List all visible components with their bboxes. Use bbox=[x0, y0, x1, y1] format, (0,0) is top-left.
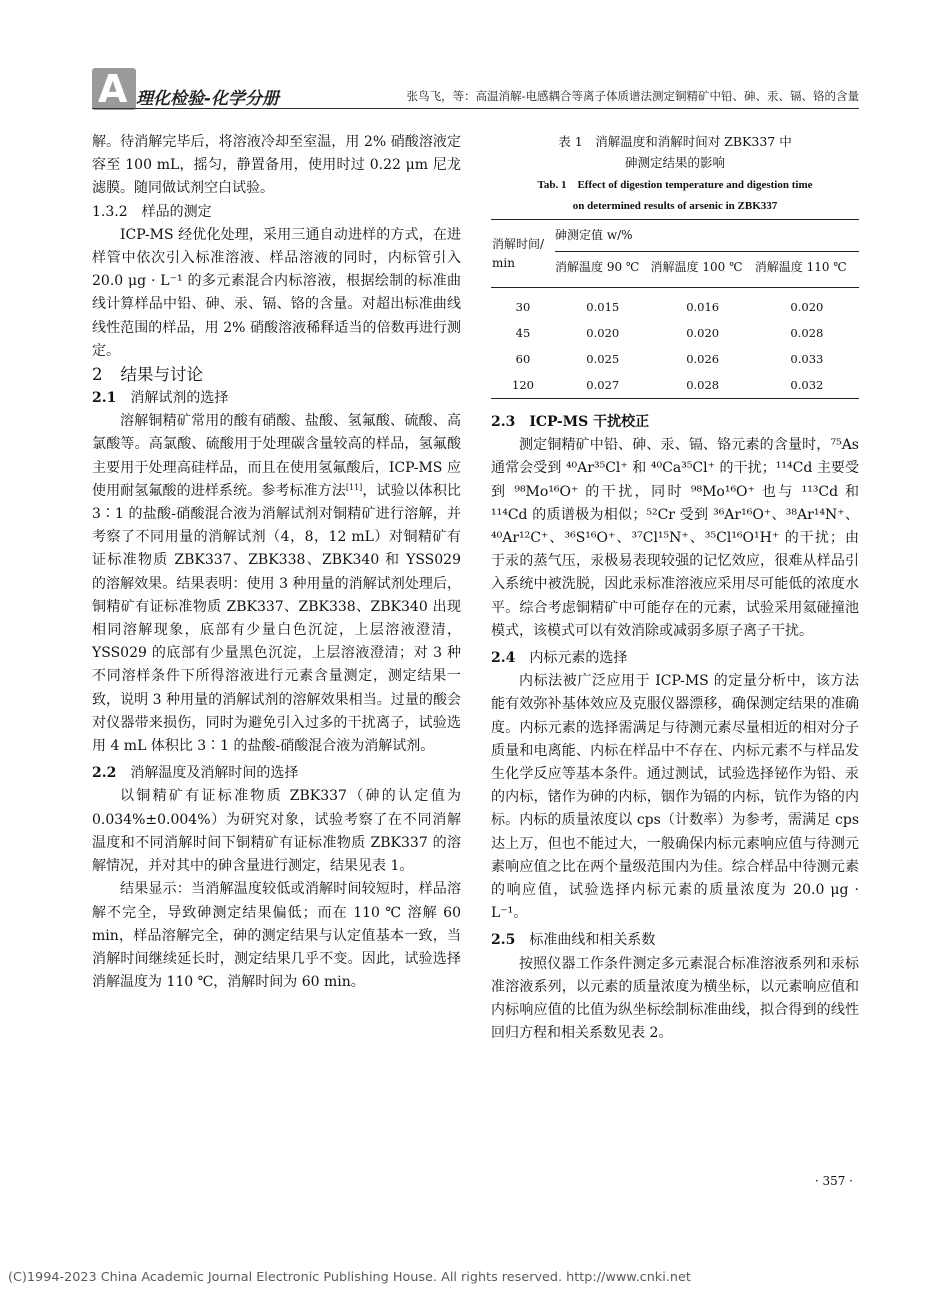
paragraph-2-1: 溶解铜精矿常用的酸有硝酸、盐酸、氢氟酸、硫酸、高氯酸等。高氯酸、硫酸用于处理碳含量较高的样品，氢氟酸主要用于处理高硅样品，而且在使用氢氟酸后，ICP-MS 应使用耐氢氟酸的进样系统。参考标准方法[11]，试验以体积比 3∶1 的盐酸-硝酸混合液为消解试剂对铜精矿进行溶解，并考察了不同用量的消解试剂（4，8，12 mL）对铜精矿有证标准物质 ZBK337、ZBK338、ZBK340 和 YSS029 的溶解效果。结果表明：使用 3 种用量的消解试剂处理后，铜精矿有证标准物质 ZBK337、ZBK338、ZBK340 出现相同溶解现象，底部有少量白色沉淀，上层溶液澄清，YSS029 的底部有少量黑色沉淀，上层溶液澄清；对 3 种不同溶样条件下所得溶液进行元素含量测定，测定结果一致，说明 3 种用量的消解试剂的溶解效果相当。过量的酸会对仪器带来损伤，同时为避免引入过多的干扰离子，试验选用 4 mL 体积比 3∶1 的盐酸-硝酸混合液为消解试剂。 bbox=[92, 413, 462, 755]
table-row: 30 0.015 0.016 0.020 bbox=[515, 300, 824, 314]
table-row: 120 0.027 0.028 0.032 bbox=[491, 372, 859, 399]
header-temp-90: 消解温度 90 ℃ bbox=[555, 252, 651, 288]
heading-2-3: 2.3 ICP-MS 干扰校正 bbox=[491, 414, 650, 430]
table-caption-cn: 表 1 消解温度和消解时间对 ZBK337 中 砷测定结果的影响 bbox=[558, 134, 792, 170]
table-caption-en: Tab. 1 Effect of digestion temperature and digestion time on determined results of arsenic in ZBK337 bbox=[537, 179, 813, 212]
paragraph-2-4: 内标法被广泛应用于 ICP-MS 的定量分析中，该方法能有效弥补基体效应及克服仪器漂移，确保测定结果的准确度。内标元素的选择需满足与待测元素尽量相近的相对分子质量和电离能、内标在样品中不存在、内标元素不与样品发生化学反应等基本条件。通过测试，试验选择铋作为铅、汞的内标，锗作为砷的内标，铟作为镉的内标，钪作为铬的内标。内标的质量浓度以 cps（计数率）为参考，需满足 cps 达上万，但也不能过大，一般确保内标元素响应值与待测元素响应值之比在两个量级范围内为佳。综合样品中待测元素的响应值，试验选择内标元素的质量浓度为 20.0 μg · L⁻¹。 bbox=[491, 673, 859, 922]
paragraph-2-3: 测定铜精矿中铅、砷、汞、镉、铬元素的含量时，⁷⁵As 通常会受到 ⁴⁰Ar³⁵Cl⁺ 和 ⁴⁰Ca³⁵Cl⁺ 的干扰；¹¹⁴Cd 主要受到 ⁹⁸Mo¹⁶O⁺ 的干扰，同时 ⁹⁸Mo¹⁶O⁺ 也与 ¹¹³Cd 和 ¹¹⁴Cd 的质谱极为相似；⁵²Cr 受到 ³⁶Ar¹⁶O⁺、³⁸Ar¹⁴N⁺、⁴⁰Ar¹²C⁺、³⁶S¹⁶O⁺、³⁷Cl¹⁵N⁺、³⁵Cl¹⁶O¹H⁺ 的干扰；由于汞的蒸气压，汞极易表现较强的记忆效应，很难从样品引入系统中被洗脱，因此汞标准溶液应采用尽可能低的浓度水平。综合考虑铜精矿中可能存在的元素，试验采用氦碰撞池模式，该模式可以有效消除或减弱多原子离子干扰。 bbox=[491, 437, 859, 639]
heading-2-2: 2.2 消解温度及消解时间的选择 bbox=[92, 765, 299, 782]
header-time: 消解时间/ min bbox=[491, 220, 555, 288]
paragraph-2-2-b: 结果显示：当消解温度较低或消解时间较短时，样品溶解不完全，导致砷测定结果偏低；而在 110 ℃ 溶解 60 min，样品溶解完全，砷的测定结果与认定值基本一致，当消解时间继续延长时，测定结果几乎不变。因此，试验选择消解温度为 110 ℃，消解时间为 60 min。 bbox=[92, 881, 461, 991]
citation-ref: [11] bbox=[345, 482, 363, 492]
table-row: 60 0.025 0.026 0.033 bbox=[515, 352, 824, 366]
heading-section-2: 2 结果与讨论 bbox=[92, 365, 203, 385]
header-group: 砷测定值 w/% bbox=[555, 220, 859, 252]
paragraph-2-2-a: 以铜精矿有证标准物质 ZBK337（砷的认定值为 0.034%±0.004%）为研究对象，试验考察了在不同消解温度和不同消解时间下铜精矿有证标准物质 ZBK337 的溶解情况，并对其中的砷含量进行测定，结果见表 1。 bbox=[92, 788, 461, 875]
left-column bbox=[92, 131, 461, 994]
header-temp-100: 消解温度 100 ℃ bbox=[651, 252, 755, 288]
heading-2-1: 2.1 消解试剂的选择 bbox=[92, 390, 229, 407]
heading-2-5: 2.5 标准曲线和相关系数 bbox=[491, 932, 656, 949]
heading-1-3-2: 1.3.2 样品的测定 bbox=[92, 203, 212, 220]
table-row: 45 0.020 0.020 0.028 bbox=[515, 326, 824, 340]
table-1 bbox=[491, 219, 859, 399]
right-column bbox=[491, 131, 859, 1045]
paragraph-intro: 解。待消解完毕后，将溶液冷却至室温，用 2% 硝酸溶液定容至 100 mL，摇匀，静置备用，使用时过 0.22 μm 尼龙滤膜。随同做试剂空白试验。 bbox=[92, 134, 461, 197]
paragraph-1-3-2: ICP-MS 经优化处理，采用三通自动进样的方式，在进样管中依次引入标准溶液、样品溶液的同时，内标管引入 20.0 μg · L⁻¹ 的多元素混合内标溶液，根据绘制的标准曲线计算样品中铅、砷、汞、镉、铬的含量。对超出标准曲线线性范围的样品，用 2% 硝酸溶液稀释适当的倍数再进行测定。 bbox=[92, 226, 461, 359]
journal-title: 理化检验-化学分册 bbox=[136, 89, 280, 109]
journal-logo: A bbox=[92, 68, 136, 110]
heading-2-4: 2.4 内标元素的选择 bbox=[491, 650, 628, 667]
header-rule bbox=[92, 108, 859, 109]
table-1-block bbox=[491, 131, 859, 399]
header-temp-110: 消解温度 110 ℃ bbox=[755, 252, 859, 288]
table-header-row bbox=[491, 220, 859, 252]
page-number: · 357 · bbox=[814, 1174, 853, 1188]
running-title: 张鸟飞，等：高温消解-电感耦合等离子体质谱法测定铜精矿中铅、砷、汞、镉、铬的含量 bbox=[406, 89, 859, 103]
copyright-footer: (C)1994-2023 China Academic Journal Electronic Publishing House. All rights reserved. http://www.cnki.net bbox=[8, 1270, 691, 1285]
paragraph-2-5: 按照仪器工作条件测定多元素混合标准溶液系列和汞标准溶液系列，以元素的质量浓度为横坐标，以元素响应值和内标响应值的比值为纵坐标绘制标准曲线，拟合得到的线性回归方程和相关系数见表 2。 bbox=[491, 955, 859, 1042]
